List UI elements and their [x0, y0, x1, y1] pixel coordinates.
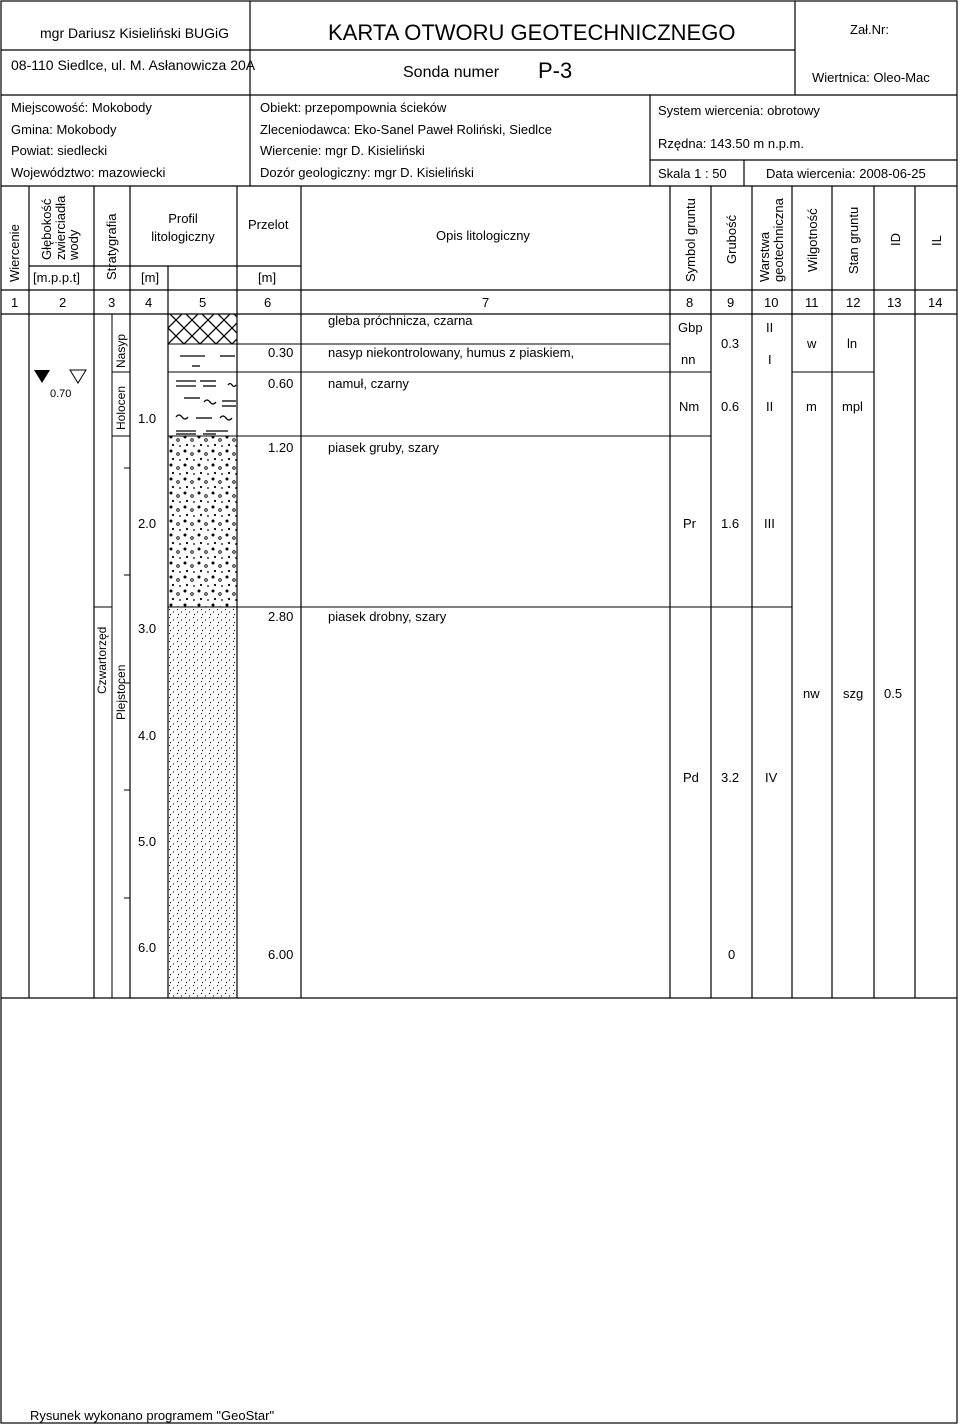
- sheet-title: KARTA OTWORU GEOTECHNICZNEGO: [328, 20, 736, 45]
- soil-state: szg: [843, 686, 864, 701]
- layer-description: piasek drobny, szary: [328, 609, 447, 624]
- col-il: IL: [929, 235, 944, 246]
- col-interval: Przelot: [248, 217, 289, 232]
- layer-top: 2.80: [268, 609, 294, 624]
- moisture: m: [806, 399, 817, 414]
- col-moisture: Wilgotność: [805, 208, 820, 272]
- col-id: ID: [888, 233, 903, 246]
- thickness: 0.3: [721, 336, 740, 351]
- layer-description: namuł, czarny: [328, 376, 409, 391]
- col-interval-unit: [m]: [258, 270, 277, 285]
- depth-label: 6.0: [138, 940, 157, 955]
- col-number: 9: [727, 295, 735, 310]
- depth-label: 1.0: [138, 411, 157, 426]
- col-profile-unit: [m]: [141, 270, 160, 285]
- col-geotech-layer: Warstwa geotechniczna: [757, 198, 786, 282]
- water-depth-value: 0.70: [50, 388, 72, 400]
- col-soil-state: Stan gruntu: [846, 206, 861, 274]
- geotech-layer: I: [768, 352, 772, 367]
- col-water-depth-unit: [m.p.p.t]: [33, 270, 80, 285]
- col-soil-symbol: Symbol gruntu: [683, 198, 698, 282]
- geotech-layer: III: [764, 516, 775, 531]
- geotech-layer: IV: [765, 770, 778, 785]
- sonda-label: Sonda numer: [403, 64, 500, 81]
- footer-note: Rysunek wykonano programem "GeoStar": [30, 1408, 275, 1423]
- layer-description: nasyp niekontrolowany, humus z piaskiem,: [328, 345, 575, 360]
- col-number: 8: [686, 295, 694, 310]
- col-number: 3: [108, 295, 116, 310]
- thickness: 0.6: [721, 399, 740, 414]
- col-water-depth: Głębokość zwierciadła wody: [39, 195, 82, 260]
- geotech-layer: II: [766, 399, 774, 414]
- soil-symbol: Nm: [679, 399, 700, 414]
- col-number: 2: [59, 295, 67, 310]
- supervisor: Dozór geologiczny: mgr D. Kisieliński: [260, 165, 474, 180]
- gmina: Gmina: Mokobody: [11, 122, 117, 137]
- strat-czwartorzed: Czwartorzęd: [95, 626, 109, 694]
- layer-top: 0.60: [268, 376, 294, 391]
- layer-top: 1.20: [268, 440, 294, 455]
- soil-state: ln: [847, 336, 858, 351]
- depth-label: 4.0: [138, 728, 157, 743]
- col-number: 4: [145, 295, 153, 310]
- driller: Wiercenie: mgr D. Kisieliński: [260, 143, 425, 158]
- bottom-depth: 6.00: [268, 947, 294, 962]
- thickness: 1.6: [721, 516, 740, 531]
- col-number: 7: [482, 295, 490, 310]
- object: Obiekt: przepompownia ścieków: [260, 100, 447, 115]
- soil-symbol: Pd: [683, 770, 699, 785]
- soil-symbol: Gbp: [678, 320, 703, 335]
- col-number: 5: [199, 295, 207, 310]
- soil-symbol: Pr: [683, 516, 696, 531]
- col-number: 6: [264, 295, 272, 310]
- rig-label: Wiertnica: Oleo-Mac: [812, 70, 930, 85]
- silt-pattern: [176, 381, 236, 431]
- thickness: 3.2: [721, 770, 740, 785]
- elevation: Rzędna: 143.50 m n.p.m.: [658, 136, 804, 151]
- col-number: 14: [928, 295, 943, 310]
- fine-sand-pattern: [168, 607, 237, 998]
- col-drilling: Wiercenie: [7, 224, 22, 282]
- sonda-number: P-3: [538, 58, 573, 83]
- col-description: Opis litologiczny: [436, 228, 530, 243]
- depth-label: 3.0: [138, 621, 157, 636]
- layer-description: piasek gruby, szary: [328, 440, 440, 455]
- col-thickness: Grubość: [724, 214, 739, 264]
- attachment-label: Zał.Nr:: [850, 22, 889, 37]
- col-number: 13: [887, 295, 902, 310]
- col-number: 1: [11, 295, 19, 310]
- fill-pattern: [176, 356, 235, 434]
- geotech-layer: II: [766, 320, 774, 335]
- col-stratigraphy: Stratygrafia: [104, 213, 119, 280]
- col-number: 11: [805, 295, 819, 310]
- strat-nasyp: Nasyp: [114, 333, 128, 368]
- coarse-sand-pattern: [168, 436, 237, 607]
- depth-label: 5.0: [138, 834, 157, 849]
- col-number: 12: [846, 295, 861, 310]
- drilling-date: Data wiercenia: 2008-06-25: [766, 166, 926, 181]
- col-profile: Profil litologiczny: [151, 211, 215, 244]
- layer-top: 0.30: [268, 345, 294, 360]
- client: Zleceniodawca: Eko-Sanel Paweł Roliński, Siedlce: [260, 122, 552, 137]
- drilling-system: System wiercenia: obrotowy: [658, 103, 820, 118]
- soil-state: mpl: [842, 399, 863, 414]
- humus-pattern: [168, 314, 237, 344]
- voivodeship: Województwo: mazowiecki: [11, 165, 166, 180]
- company-name: mgr Dariusz Kisieliński BUGiG: [40, 25, 230, 41]
- col-number: 10: [764, 295, 779, 310]
- moisture: w: [807, 336, 817, 351]
- strat-plejstocen: Plejstocen: [114, 664, 128, 720]
- density-index: 0.5: [884, 686, 903, 701]
- water-table-icon: [34, 370, 86, 383]
- place: Miejscowość: Mokobody: [11, 100, 152, 115]
- depth-label: 2.0: [138, 516, 157, 531]
- scale: Skala 1 : 50: [658, 166, 727, 181]
- soil-symbol: nn: [681, 352, 696, 367]
- thickness: 0: [728, 947, 736, 962]
- strat-holocen: Holocen: [114, 385, 128, 430]
- moisture: nw: [803, 686, 820, 701]
- company-address: 08-110 Siedlce, ul. M. Asłanowicza 20A: [11, 57, 256, 73]
- powiat: Powiat: siedlecki: [11, 143, 108, 158]
- layer-description: gleba próchnicza, czarna: [328, 313, 473, 328]
